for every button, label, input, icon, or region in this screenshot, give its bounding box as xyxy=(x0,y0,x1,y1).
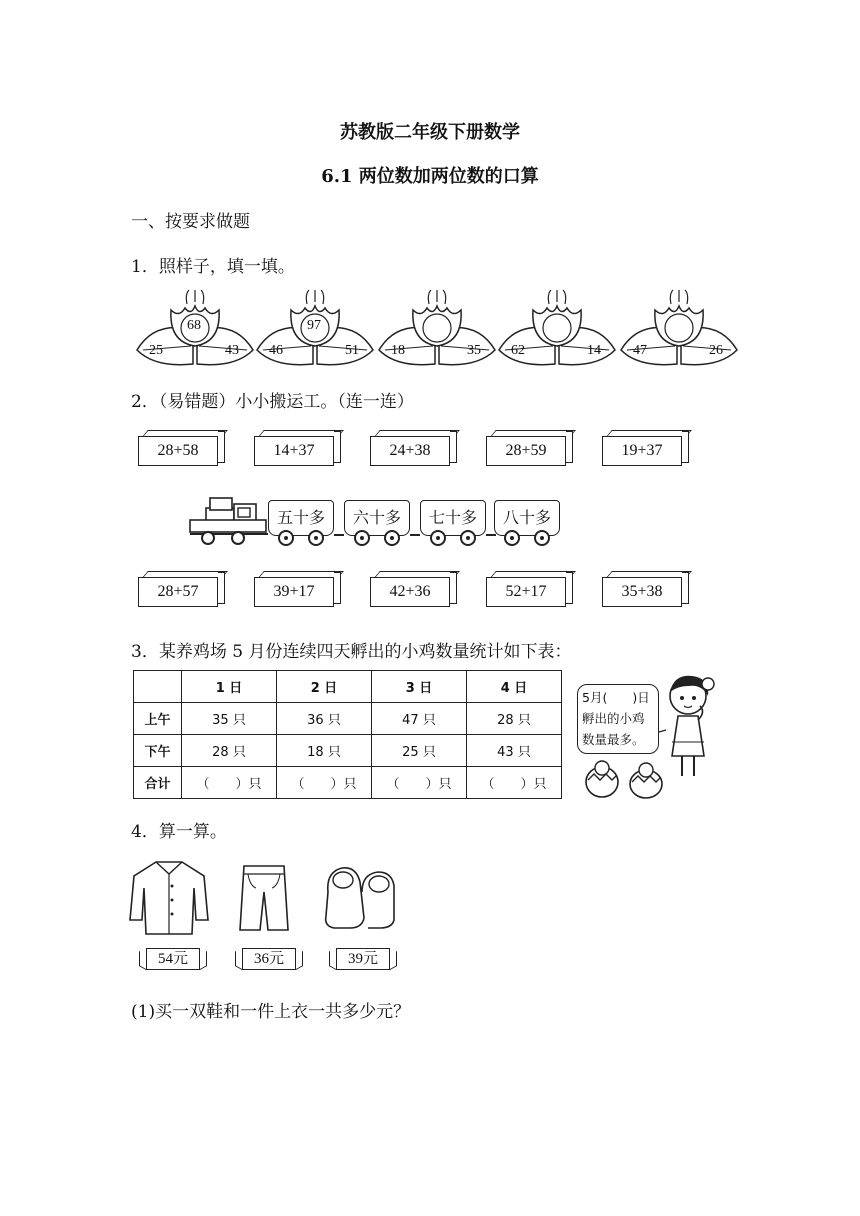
flower-number-card xyxy=(255,288,375,366)
flower-number-card xyxy=(497,288,617,366)
top-expression-box[interactable] xyxy=(254,430,340,464)
table-header: 2 日 xyxy=(277,671,372,703)
flower-sum-value: 97 xyxy=(307,318,321,333)
question-1-label: 1．照样子，填一填。 xyxy=(131,257,295,277)
expression-text: 24+38 xyxy=(370,436,450,466)
girl-with-chicks-icon xyxy=(582,672,730,800)
wheel-icon xyxy=(504,530,520,546)
bottom-expression-box[interactable] xyxy=(602,571,688,605)
top-expression-box[interactable] xyxy=(602,430,688,464)
bubble-line: 数量最多。 xyxy=(582,732,645,747)
price-tag-shorts: 36元 xyxy=(242,948,296,970)
flower-left-addend: 47 xyxy=(633,343,647,358)
wheel-icon xyxy=(278,530,294,546)
table-row xyxy=(134,767,562,799)
wheel-icon xyxy=(460,530,476,546)
question-4-sub-1: (1)买一双鞋和一件上衣一共多少元？ xyxy=(131,1002,411,1022)
section-heading: 一、按要求做题 xyxy=(131,212,250,232)
price-tag-shoes: 39元 xyxy=(336,948,390,970)
table-header: 1 日 xyxy=(182,671,277,703)
table-header-row xyxy=(134,671,562,703)
coupler xyxy=(334,534,344,536)
table-cell: 28 只 xyxy=(182,735,277,767)
coupler xyxy=(486,534,496,536)
bottom-expression-box[interactable] xyxy=(486,571,572,605)
table-cell: 25 只 xyxy=(372,735,467,767)
shoes-icon xyxy=(322,862,398,932)
table-cell: 36 只 xyxy=(277,703,372,735)
flower-left-addend: 25 xyxy=(149,343,163,358)
table-cell: 28 只 xyxy=(467,703,562,735)
bottom-expression-box[interactable] xyxy=(138,571,224,605)
bottom-expression-box[interactable] xyxy=(254,571,340,605)
flower-right-addend: 26 xyxy=(709,343,723,358)
table-cell: 35 只 xyxy=(182,703,277,735)
table-header: 3 日 xyxy=(372,671,467,703)
flower-right-addend: 51 xyxy=(345,343,359,358)
row-label: 下午 xyxy=(134,735,182,767)
shorts-icon xyxy=(238,862,290,934)
row-label: 上午 xyxy=(134,703,182,735)
expression-text: 39+17 xyxy=(254,577,334,607)
expression-text: 28+57 xyxy=(138,577,218,607)
row-label: 合计 xyxy=(134,767,182,799)
expression-text: 42+36 xyxy=(370,577,450,607)
expression-text: 14+37 xyxy=(254,436,334,466)
top-expression-box[interactable] xyxy=(486,430,572,464)
expression-text: 19+37 xyxy=(602,436,682,466)
expression-text: 35+38 xyxy=(602,577,682,607)
table-corner xyxy=(134,671,182,703)
wheel-icon xyxy=(534,530,550,546)
flower-number-card xyxy=(377,288,497,366)
flower-sum-value: 68 xyxy=(187,318,201,333)
chick-count-table xyxy=(133,670,562,799)
train-car[interactable]: 七十多 xyxy=(420,500,486,536)
bubble-line: 孵出的小鸡 xyxy=(582,711,645,726)
wheel-icon xyxy=(384,530,400,546)
locomotive-icon xyxy=(188,494,270,548)
table-cell: 47 只 xyxy=(372,703,467,735)
top-expression-box[interactable] xyxy=(138,430,224,464)
shirt-icon xyxy=(128,858,210,938)
coupler xyxy=(410,534,420,536)
wheel-icon xyxy=(430,530,446,546)
flower-number-card xyxy=(135,288,255,366)
answer-blank[interactable]: （ ）只 xyxy=(372,767,467,799)
flower-right-addend: 14 xyxy=(587,343,601,358)
flower-left-addend: 18 xyxy=(391,343,405,358)
wheel-icon xyxy=(354,530,370,546)
table-row xyxy=(134,703,562,735)
table-cell: 18 只 xyxy=(277,735,372,767)
expression-text: 52+17 xyxy=(486,577,566,607)
expression-text: 28+58 xyxy=(138,436,218,466)
question-4-label: 4．算一算。 xyxy=(131,822,227,842)
answer-blank[interactable]: （ ）只 xyxy=(277,767,372,799)
expression-text: 28+59 xyxy=(486,436,566,466)
flower-number-card xyxy=(619,288,739,366)
flower-right-addend: 43 xyxy=(225,343,239,358)
bottom-expression-box[interactable] xyxy=(370,571,456,605)
table-row xyxy=(134,735,562,767)
train-car[interactable]: 八十多 xyxy=(494,500,560,536)
bubble-line[interactable]: 5月( )日 xyxy=(582,690,650,705)
flower-left-addend: 46 xyxy=(269,343,283,358)
answer-blank[interactable]: （ ）只 xyxy=(182,767,277,799)
flower-left-addend: 62 xyxy=(511,343,525,358)
page-subtitle: 6.1 两位数加两位数的口算 xyxy=(321,166,539,187)
answer-blank[interactable]: （ ）只 xyxy=(467,767,562,799)
top-expression-box[interactable] xyxy=(370,430,456,464)
question-3-label: 3．某养鸡场 5 月份连续四天孵出的小鸡数量统计如下表： xyxy=(131,642,572,662)
price-tag-shirt: 54元 xyxy=(146,948,200,970)
flower-right-addend: 35 xyxy=(467,343,481,358)
page-title: 苏教版二年级下册数学 xyxy=(340,122,520,143)
train-car[interactable]: 六十多 xyxy=(344,500,410,536)
question-2-label: 2．（易错题）小小搬运工。（连一连） xyxy=(131,392,414,412)
table-header: 4 日 xyxy=(467,671,562,703)
table-cell: 43 只 xyxy=(467,735,562,767)
train-car[interactable]: 五十多 xyxy=(268,500,334,536)
wheel-icon xyxy=(308,530,324,546)
